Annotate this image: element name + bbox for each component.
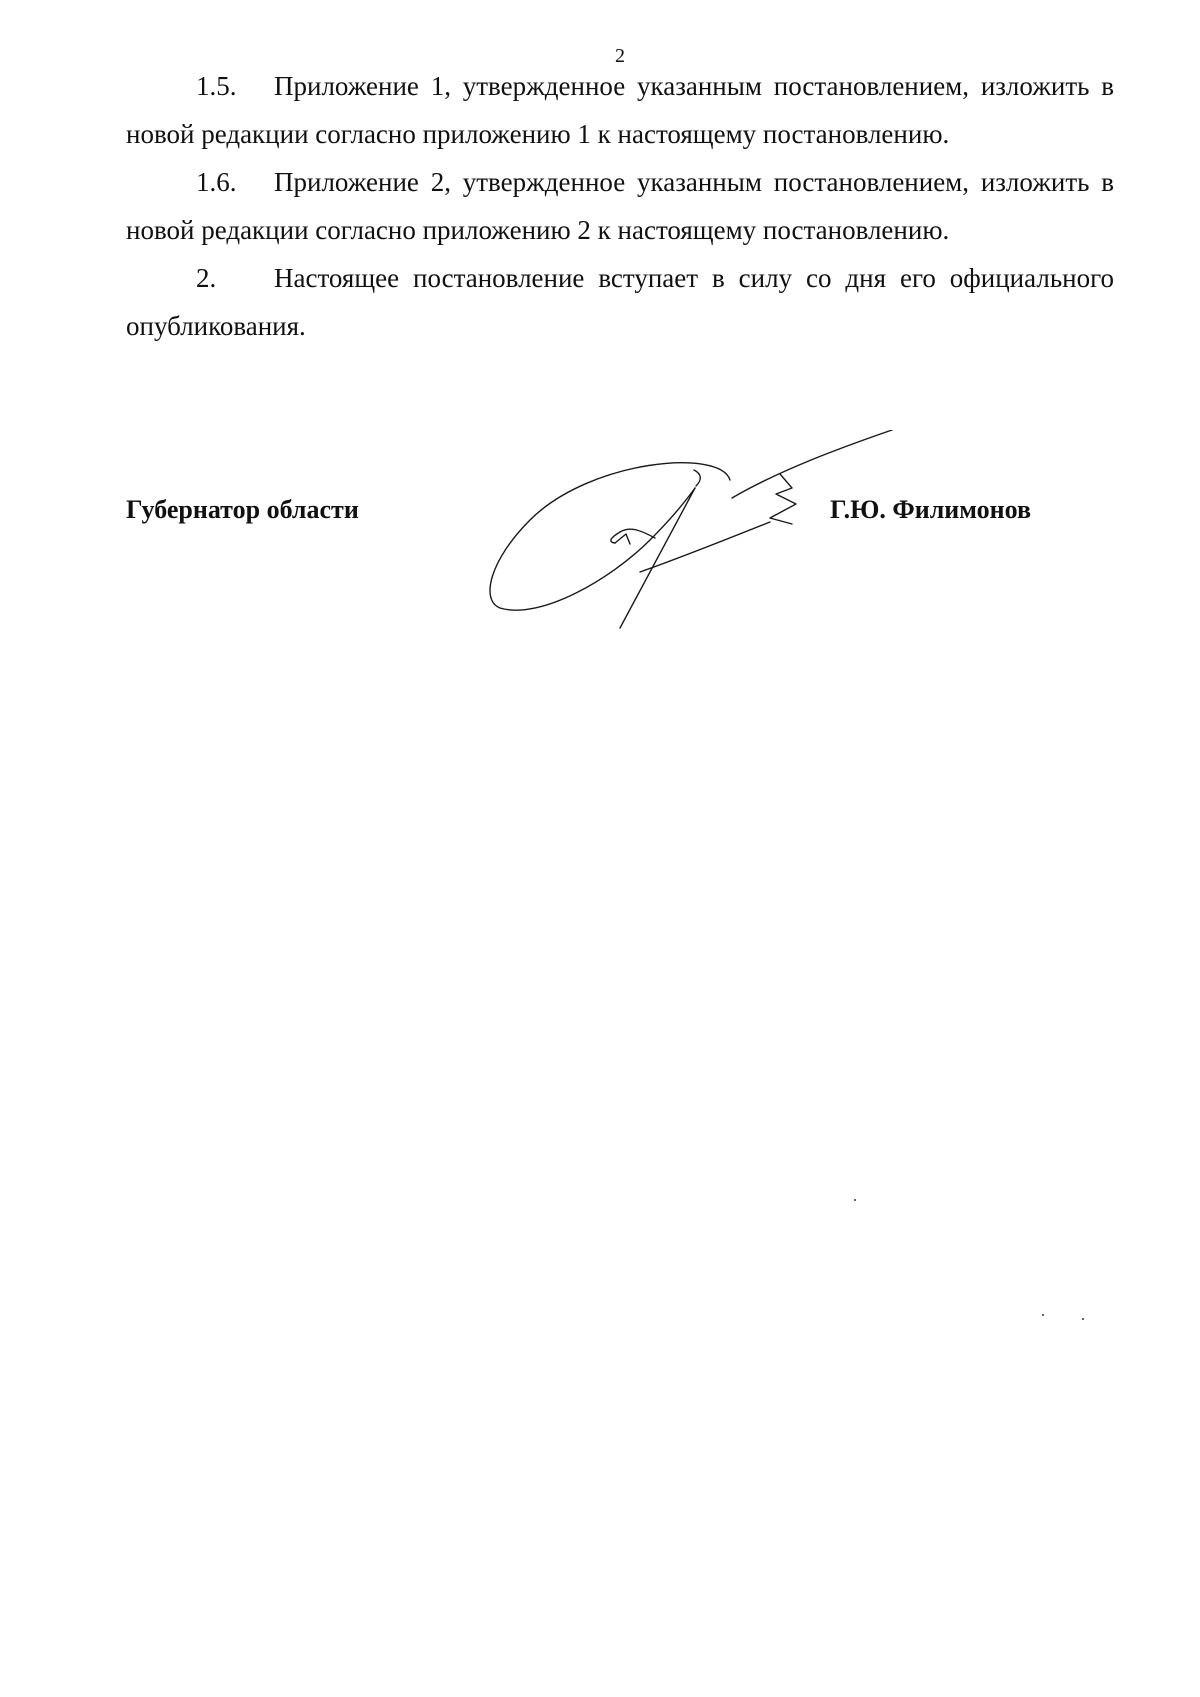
paragraph-2 bbox=[126, 254, 1114, 350]
page-number: 2 bbox=[615, 45, 625, 67]
paragraph-text: Приложение 2, утвержденное указанным постановлением, изложить в новой редакции согласно приложению 2 к настоящему постановлению. bbox=[126, 167, 1114, 245]
scan-speck bbox=[1082, 1318, 1084, 1320]
document-body bbox=[126, 62, 1114, 350]
scan-speck bbox=[1042, 1314, 1044, 1316]
paragraph-number: 1.5. bbox=[196, 71, 237, 101]
signatory-title: Губернатор области bbox=[126, 495, 359, 524]
handwritten-signature bbox=[480, 430, 900, 660]
paragraph-text: Настоящее постановление вступает в силу со дня его официального опубликования. bbox=[126, 263, 1114, 341]
signatory-name: Г.Ю. Филимонов bbox=[830, 495, 1032, 524]
paragraph-1-6 bbox=[126, 158, 1114, 254]
paragraph-text: Приложение 1, утвержденное указанным постановлением, изложить в новой редакции согласно приложению 1 к настоящему постановлению. bbox=[126, 71, 1114, 149]
paragraph-number: 2. bbox=[196, 263, 217, 293]
scan-speck bbox=[854, 1199, 856, 1201]
paragraph-number: 1.6. bbox=[196, 167, 237, 197]
paragraph-1-5 bbox=[126, 62, 1114, 158]
